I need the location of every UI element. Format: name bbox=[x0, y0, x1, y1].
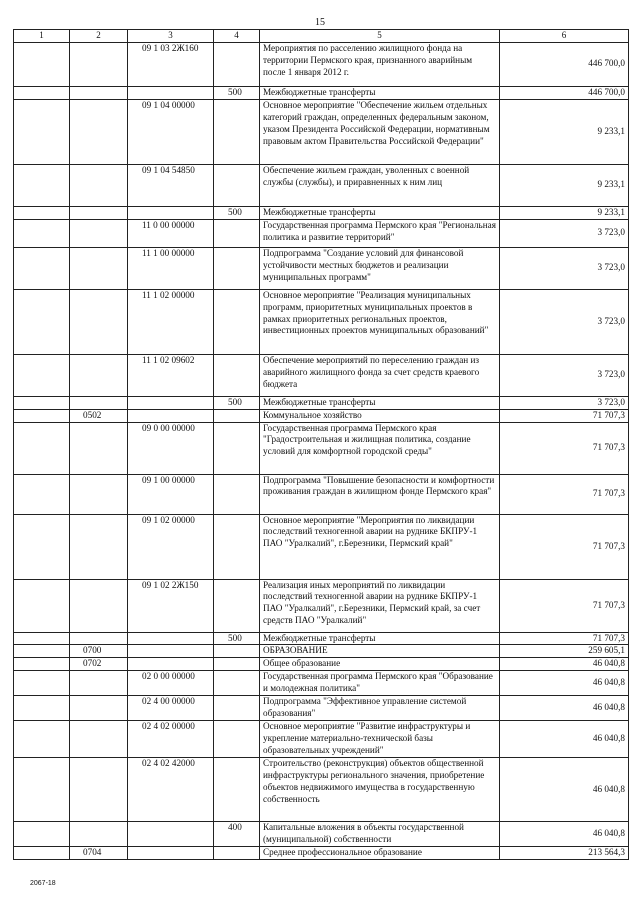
section-code bbox=[70, 354, 128, 396]
row-col-1 bbox=[14, 289, 70, 354]
target-article-code: 11 1 02 09602 bbox=[128, 354, 214, 396]
row-col-1 bbox=[14, 721, 70, 758]
expense-type-code bbox=[214, 42, 260, 86]
row-col-1 bbox=[14, 632, 70, 645]
table-row bbox=[14, 822, 629, 847]
table-row bbox=[14, 579, 629, 632]
expense-type-code bbox=[214, 219, 260, 247]
row-col-1 bbox=[14, 396, 70, 409]
section-code: 0502 bbox=[70, 409, 128, 422]
amount: 446 700,0 bbox=[500, 42, 629, 86]
expense-type-code: 500 bbox=[214, 86, 260, 99]
table-body bbox=[14, 42, 629, 859]
header-col-4: 4 bbox=[214, 30, 260, 43]
target-article-code bbox=[128, 846, 214, 859]
expense-type-code bbox=[214, 409, 260, 422]
amount: 3 723,0 bbox=[500, 247, 629, 289]
table-row bbox=[14, 409, 629, 422]
row-col-1 bbox=[14, 658, 70, 671]
expense-type-code bbox=[214, 846, 260, 859]
header-col-5: 5 bbox=[260, 30, 500, 43]
amount: 3 723,0 bbox=[500, 289, 629, 354]
amount: 46 040,8 bbox=[500, 658, 629, 671]
row-col-1 bbox=[14, 42, 70, 86]
expense-type-code bbox=[214, 721, 260, 758]
row-col-1 bbox=[14, 846, 70, 859]
item-name: Межбюджетные трансферты bbox=[260, 632, 500, 645]
amount: 3 723,0 bbox=[500, 354, 629, 396]
target-article-code: 02 0 00 00000 bbox=[128, 671, 214, 696]
expense-type-code bbox=[214, 99, 260, 164]
section-code bbox=[70, 822, 128, 847]
target-article-code bbox=[128, 409, 214, 422]
target-article-code bbox=[128, 396, 214, 409]
item-name: Подпрограмма "Эффективное управление системой образования" bbox=[260, 696, 500, 721]
expense-type-code bbox=[214, 354, 260, 396]
table-row bbox=[14, 354, 629, 396]
table-row bbox=[14, 474, 629, 514]
row-col-1 bbox=[14, 206, 70, 219]
expense-type-code: 400 bbox=[214, 822, 260, 847]
target-article-code bbox=[128, 822, 214, 847]
table-row bbox=[14, 632, 629, 645]
expense-type-code: 500 bbox=[214, 632, 260, 645]
target-article-code: 02 4 00 00000 bbox=[128, 696, 214, 721]
table-row bbox=[14, 289, 629, 354]
target-article-code: 09 1 02 2Ж150 bbox=[128, 579, 214, 632]
target-article-code bbox=[128, 658, 214, 671]
table-row bbox=[14, 86, 629, 99]
section-code bbox=[70, 289, 128, 354]
target-article-code: 09 0 00 00000 bbox=[128, 422, 214, 474]
expense-type-code bbox=[214, 422, 260, 474]
expense-type-code bbox=[214, 696, 260, 721]
row-col-1 bbox=[14, 247, 70, 289]
item-name: Основное мероприятие "Развитие инфраструктуры и укрепление материально-технической базы образовательных учреждений" bbox=[260, 721, 500, 758]
section-code bbox=[70, 474, 128, 514]
table-row bbox=[14, 758, 629, 822]
item-name: Строительство (реконструкция) объектов общественной инфраструктуры регионального значения, приобретение объектов недвижимого имущества в государственную собственность bbox=[260, 758, 500, 822]
table-row bbox=[14, 721, 629, 758]
amount: 213 564,3 bbox=[500, 846, 629, 859]
section-code bbox=[70, 396, 128, 409]
amount: 46 040,8 bbox=[500, 822, 629, 847]
expense-type-code bbox=[214, 474, 260, 514]
header-col-6: 6 bbox=[500, 30, 629, 43]
target-article-code bbox=[128, 86, 214, 99]
amount: 3 723,0 bbox=[500, 219, 629, 247]
item-name: Среднее профессиональное образование bbox=[260, 846, 500, 859]
amount: 71 707,3 bbox=[500, 514, 629, 579]
row-col-1 bbox=[14, 99, 70, 164]
expense-type-code bbox=[214, 758, 260, 822]
target-article-code: 09 1 03 2Ж160 bbox=[128, 42, 214, 86]
section-code bbox=[70, 579, 128, 632]
section-code bbox=[70, 696, 128, 721]
row-col-1 bbox=[14, 474, 70, 514]
amount: 71 707,3 bbox=[500, 474, 629, 514]
section-code bbox=[70, 42, 128, 86]
table-row bbox=[14, 696, 629, 721]
section-code bbox=[70, 632, 128, 645]
item-name: Общее образование bbox=[260, 658, 500, 671]
amount: 446 700,0 bbox=[500, 86, 629, 99]
item-name: Государственная программа Пермского края "Образование и молодежная политика" bbox=[260, 671, 500, 696]
target-article-code: 09 1 02 00000 bbox=[128, 514, 214, 579]
table-row bbox=[14, 422, 629, 474]
expense-type-code bbox=[214, 645, 260, 658]
row-col-1 bbox=[14, 696, 70, 721]
row-col-1 bbox=[14, 514, 70, 579]
amount: 71 707,3 bbox=[500, 422, 629, 474]
row-col-1 bbox=[14, 579, 70, 632]
table-row bbox=[14, 219, 629, 247]
amount: 9 233,1 bbox=[500, 206, 629, 219]
table-row bbox=[14, 396, 629, 409]
expense-type-code bbox=[214, 289, 260, 354]
amount: 71 707,3 bbox=[500, 409, 629, 422]
section-code bbox=[70, 721, 128, 758]
section-code: 0700 bbox=[70, 645, 128, 658]
header-col-2: 2 bbox=[70, 30, 128, 43]
row-col-1 bbox=[14, 422, 70, 474]
expense-type-code bbox=[214, 164, 260, 206]
section-code bbox=[70, 219, 128, 247]
amount: 9 233,1 bbox=[500, 99, 629, 164]
item-name: Капитальные вложения в объекты государственной (муниципальной) собственности bbox=[260, 822, 500, 847]
amount: 46 040,8 bbox=[500, 721, 629, 758]
item-name: Реализация иных мероприятий по ликвидации последствий техногенной аварии на руднике БКПРУ-1 ПАО "Уралкалий", г.Березники, Пермский край, за счет средств ПАО "Уралкалий" bbox=[260, 579, 500, 632]
section-code bbox=[70, 247, 128, 289]
target-article-code: 02 4 02 42000 bbox=[128, 758, 214, 822]
section-code: 0702 bbox=[70, 658, 128, 671]
row-col-1 bbox=[14, 219, 70, 247]
row-col-1 bbox=[14, 758, 70, 822]
table-row bbox=[14, 645, 629, 658]
item-name: Государственная программа Пермского края "Градостроительная и жилищная политика, создание условий для комфортной городской среды" bbox=[260, 422, 500, 474]
table-row bbox=[14, 658, 629, 671]
amount: 46 040,8 bbox=[500, 696, 629, 721]
expense-type-code bbox=[214, 658, 260, 671]
section-code bbox=[70, 164, 128, 206]
expense-type-code: 500 bbox=[214, 396, 260, 409]
document-code: 2067-18 bbox=[30, 880, 56, 887]
target-article-code: 09 1 00 00000 bbox=[128, 474, 214, 514]
target-article-code: 02 4 02 00000 bbox=[128, 721, 214, 758]
section-code bbox=[70, 671, 128, 696]
amount: 3 723,0 bbox=[500, 396, 629, 409]
table-row bbox=[14, 206, 629, 219]
target-article-code: 11 1 02 00000 bbox=[128, 289, 214, 354]
section-code bbox=[70, 422, 128, 474]
amount: 9 233,1 bbox=[500, 164, 629, 206]
target-article-code bbox=[128, 632, 214, 645]
table-row bbox=[14, 99, 629, 164]
section-code: 0704 bbox=[70, 846, 128, 859]
amount: 46 040,8 bbox=[500, 758, 629, 822]
row-col-1 bbox=[14, 671, 70, 696]
amount: 71 707,3 bbox=[500, 632, 629, 645]
target-article-code: 09 1 04 54850 bbox=[128, 164, 214, 206]
item-name: Мероприятия по расселению жилищного фонда на территории Пермского края, признанного аварийным после 1 января 2012 г. bbox=[260, 42, 500, 86]
amount: 46 040,8 bbox=[500, 671, 629, 696]
item-name: Обеспечение жильем граждан, уволенных с военной службы (службы), и приравненных к ним лиц bbox=[260, 164, 500, 206]
row-col-1 bbox=[14, 164, 70, 206]
row-col-1 bbox=[14, 354, 70, 396]
amount: 71 707,3 bbox=[500, 579, 629, 632]
expense-type-code bbox=[214, 671, 260, 696]
item-name: Основное мероприятие "Мероприятия по ликвидации последствий техногенной аварии на руднике БКПРУ-1 ПАО "Уралкалий", г.Березники, Пермский край" bbox=[260, 514, 500, 579]
row-col-1 bbox=[14, 409, 70, 422]
table-row bbox=[14, 164, 629, 206]
target-article-code: 11 1 00 00000 bbox=[128, 247, 214, 289]
header-col-1: 1 bbox=[14, 30, 70, 43]
row-col-1 bbox=[14, 645, 70, 658]
section-code bbox=[70, 206, 128, 219]
budget-table bbox=[13, 29, 629, 860]
item-name: Подпрограмма "Повышение безопасности и комфортности проживания граждан в жилищном фонде Пермского края" bbox=[260, 474, 500, 514]
item-name: Основное мероприятие "Реализация муниципальных программ, приоритетных муниципальных проектов в рамках приоритетных региональных проектов, инвестиционных проектов муниципальных образований" bbox=[260, 289, 500, 354]
expense-type-code bbox=[214, 247, 260, 289]
expense-type-code bbox=[214, 579, 260, 632]
item-name: Коммунальное хозяйство bbox=[260, 409, 500, 422]
table-row bbox=[14, 247, 629, 289]
table-row bbox=[14, 514, 629, 579]
item-name: Межбюджетные трансферты bbox=[260, 86, 500, 99]
page-number: 15 bbox=[315, 17, 325, 28]
target-article-code: 09 1 04 00000 bbox=[128, 99, 214, 164]
target-article-code: 11 0 00 00000 bbox=[128, 219, 214, 247]
item-name: Основное мероприятие "Обеспечение жильем отдельных категорий граждан, определенных федеральным законом, указом Президента Российской Федерации, нормативным правовым актом Правительства Российской Федерации" bbox=[260, 99, 500, 164]
target-article-code bbox=[128, 206, 214, 219]
expense-type-code: 500 bbox=[214, 206, 260, 219]
section-code bbox=[70, 86, 128, 99]
table-row bbox=[14, 846, 629, 859]
section-code bbox=[70, 99, 128, 164]
item-name: ОБРАЗОВАНИЕ bbox=[260, 645, 500, 658]
item-name: Обеспечение мероприятий по переселению граждан из аварийного жилищного фонда за счет средств краевого бюджета bbox=[260, 354, 500, 396]
section-code bbox=[70, 758, 128, 822]
item-name: Подпрограмма "Создание условий для финансовой устойчивости местных бюджетов и реализации муниципальных программ" bbox=[260, 247, 500, 289]
target-article-code bbox=[128, 645, 214, 658]
item-name: Государственная программа Пермского края "Региональная политика и развитие территорий" bbox=[260, 219, 500, 247]
amount: 259 605,1 bbox=[500, 645, 629, 658]
section-code bbox=[70, 514, 128, 579]
row-col-1 bbox=[14, 86, 70, 99]
table-row bbox=[14, 671, 629, 696]
item-name: Межбюджетные трансферты bbox=[260, 206, 500, 219]
table-header-row bbox=[14, 30, 629, 43]
expense-type-code bbox=[214, 514, 260, 579]
row-col-1 bbox=[14, 822, 70, 847]
item-name: Межбюджетные трансферты bbox=[260, 396, 500, 409]
table-row bbox=[14, 42, 629, 86]
header-col-3: 3 bbox=[128, 30, 214, 43]
